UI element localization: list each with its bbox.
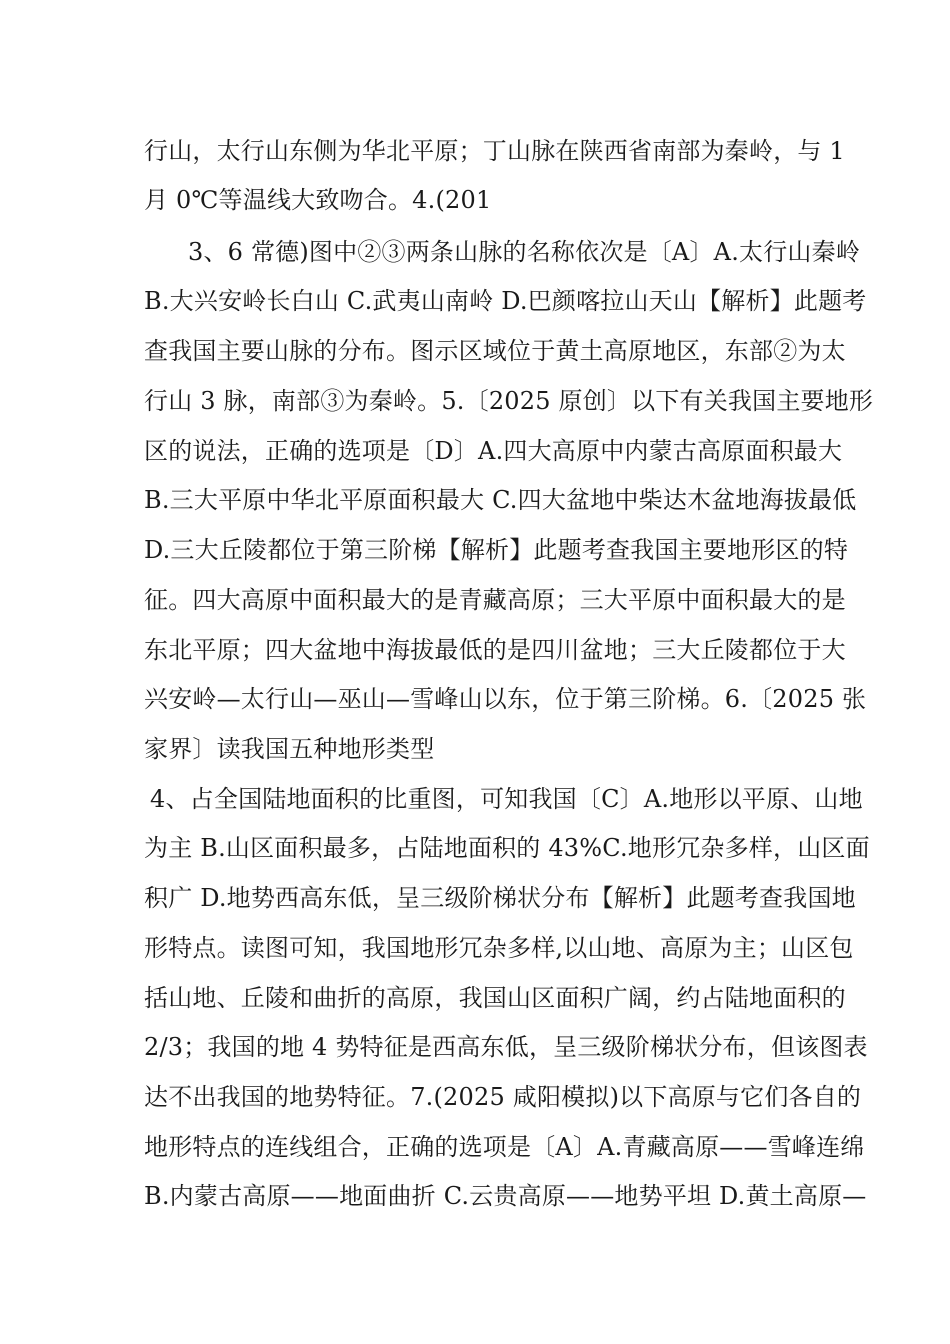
- text-line: 行山 3 脉，南部③为秦岭。5.〔2025 原创〕以下有关我国主要地形: [144, 387, 874, 415]
- text-line: 形特点。读图可知，我国地形冗杂多样,以山地、高原为主；山区包: [144, 934, 854, 962]
- text-line: 为主 B.山区面积最多，占陆地面积的 43%C.地形冗杂多样，山区面: [144, 834, 870, 862]
- text-line: 4、占全国陆地面积的比重图，可知我国〔C〕A.地形以平原、山地: [150, 785, 863, 813]
- text-line: 家界〕读我国五种地形类型: [144, 735, 435, 763]
- text-line: 区的说法，正确的选项是〔D〕A.四大高原中内蒙古高原面积最大: [144, 437, 843, 465]
- text-line: B.内蒙古高原——地面曲折 C.云贵高原——地势平坦 D.黄土高原—: [144, 1182, 867, 1210]
- text-line: 兴安岭—太行山—巫山—雪峰山以东，位于第三阶梯。6.〔2025 张: [144, 685, 867, 713]
- text-line: 月 0℃等温线大致吻合。4.(201: [144, 186, 492, 214]
- text-line: 2/3；我国的地 4 势特征是西高东低，呈三级阶梯状分布，但该图表: [144, 1033, 868, 1061]
- text-line: 查我国主要山脉的分布。图示区域位于黄土高原地区，东部②为太: [144, 337, 846, 365]
- text-line: 达不出我国的地势特征。7.(2025 咸阳模拟)以下高原与它们各自的: [144, 1083, 862, 1111]
- text-line: 括山地、丘陵和曲折的高原，我国山区面积广阔，约占陆地面积的: [144, 984, 846, 1012]
- text-line: 积广 D.地势西高东低，呈三级阶梯状分布【解析】此题考查我国地: [144, 884, 856, 912]
- text-line: 3、6 常德)图中②③两条山脉的名称依次是〔A〕A.太行山秦岭: [188, 238, 861, 266]
- text-line: 东北平原；四大盆地中海拔最低的是四川盆地；三大丘陵都位于大: [144, 636, 846, 664]
- text-line: 征。四大高原中面积最大的是青藏高原；三大平原中面积最大的是: [144, 586, 846, 614]
- text-line: B.大兴安岭长白山 C.武夷山南岭 D.巴颜喀拉山天山【解析】此题考: [144, 287, 867, 315]
- text-line: B.三大平原中华北平原面积最大 C.四大盆地中柴达木盆地海拔最低: [144, 486, 857, 514]
- text-line: 行山，太行山东侧为华北平原；丁山脉在陕西省南部为秦岭，与 1: [144, 137, 845, 165]
- text-line: 地形特点的连线组合，正确的选项是〔A〕A.青藏高原——雪峰连绵: [144, 1133, 865, 1161]
- text-line: D.三大丘陵都位于第三阶梯【解析】此题考查我国主要地形区的特: [144, 536, 849, 564]
